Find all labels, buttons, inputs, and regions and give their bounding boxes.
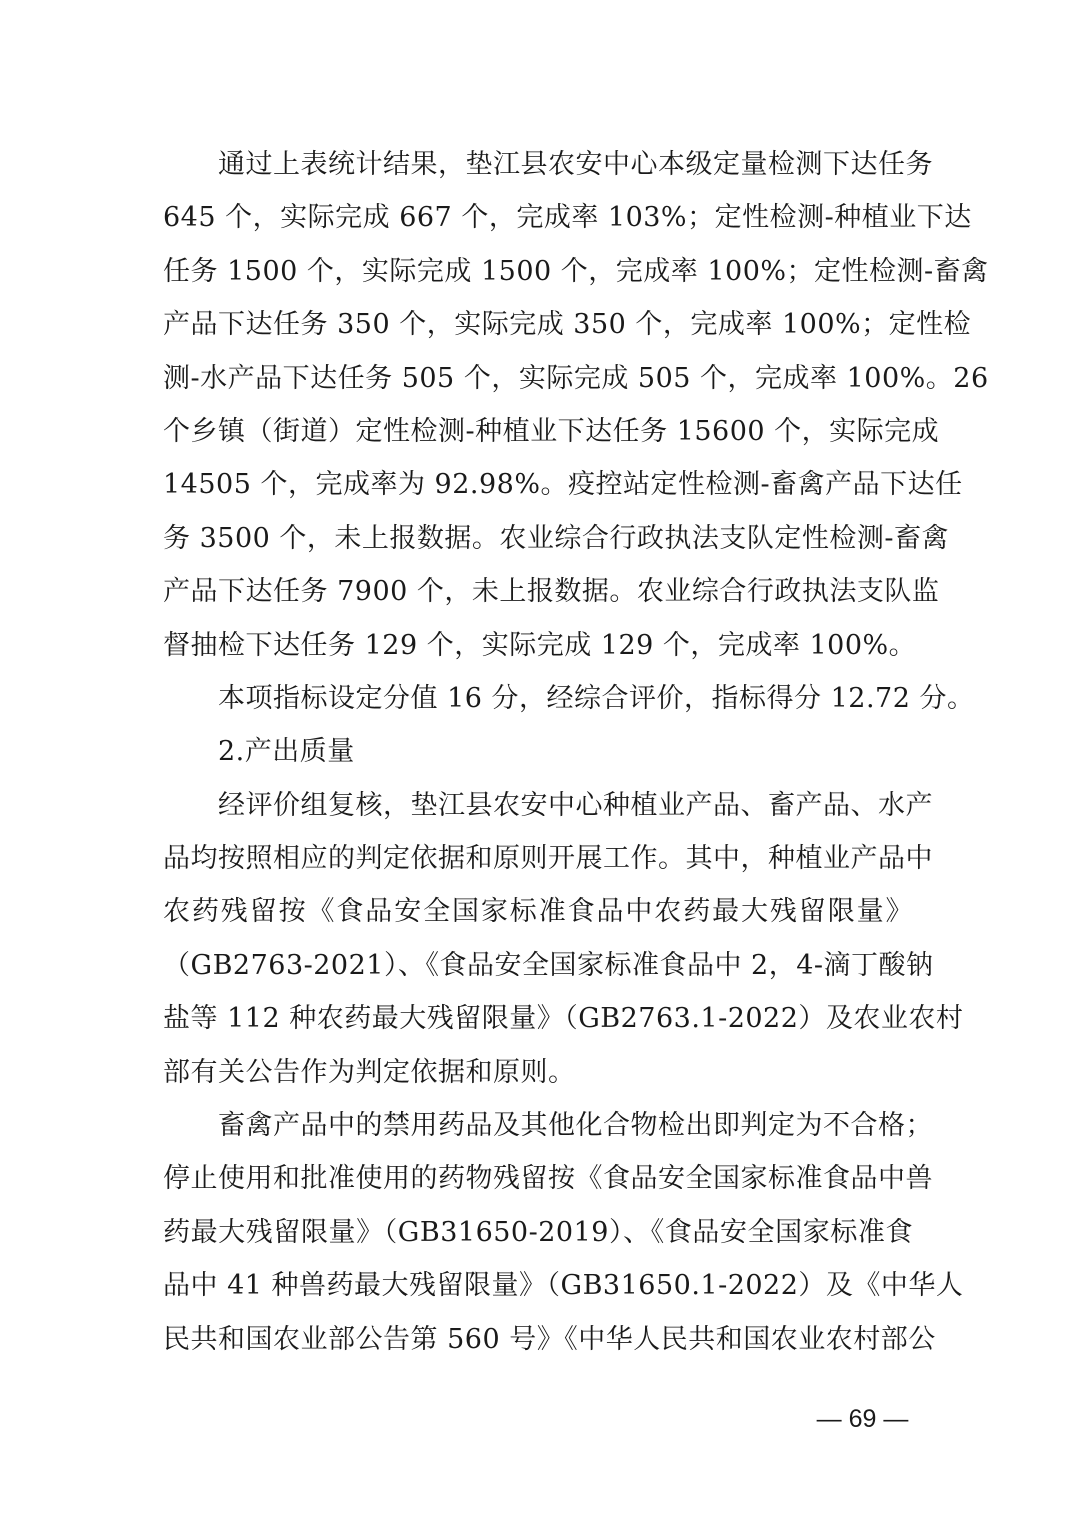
paragraph-line: 药最大残留限量》（GB31650-2019）、《食品安全国家标准食 <box>163 1216 913 1248</box>
paragraph-line: （GB2763-2021）、《食品安全国家标准食品中 2，4-滴丁酸钠 <box>163 949 934 981</box>
score-line: 本项指标设定分值 16 分，经综合评价，指标得分 12.72 分。 <box>218 682 975 714</box>
paragraph-line: 品均按照相应的判定依据和原则开展工作。其中，种植业产品中 <box>163 843 933 875</box>
paragraph-line: 农药残留按《食品安全国家标准食品中农药最大残留限量》 <box>163 896 913 928</box>
paragraph-line: 14505 个，完成率为 92.98%。疫控站定性检测-畜禽产品下达任 <box>163 469 963 501</box>
section-heading: 2.产出质量 <box>218 736 355 768</box>
paragraph-line: 产品下达任务 7900 个，未上报数据。农业综合行政执法支队监 <box>163 576 940 608</box>
page-number: — 69 — <box>816 1405 909 1433</box>
paragraph-line: 经评价组复核，垫江县农安中心种植业产品、畜产品、水产 <box>218 789 933 821</box>
paragraph-line: 测-水产品下达任务 505 个，实际完成 505 个，完成率 100%。26 <box>163 362 989 394</box>
paragraph-line: 品中 41 种兽药最大残留限量》（GB31650.1-2022）及《中华人 <box>163 1270 964 1302</box>
paragraph-line: 任务 1500 个，实际完成 1500 个，完成率 100%；定性检测-畜禽 <box>163 255 989 287</box>
body-text <box>163 138 989 1366</box>
paragraph-line: 个乡镇（街道）定性检测-种植业下达任务 15600 个，实际完成 <box>163 415 940 447</box>
paragraph-line: 务 3500 个，未上报数据。农业综合行政执法支队定性检测-畜禽 <box>163 522 949 554</box>
paragraph-line: 部有关公告作为判定依据和原则。 <box>163 1056 576 1088</box>
paragraph-line: 645 个，实际完成 667 个，完成率 103%；定性检测-种植业下达 <box>163 202 972 234</box>
paragraph-line: 产品下达任务 350 个，实际完成 350 个，完成率 100%；定性检 <box>163 309 972 341</box>
paragraph-line: 督抽检下达任务 129 个，实际完成 129 个，完成率 100%。 <box>163 629 917 661</box>
paragraph-line: 停止使用和批准使用的药物残留按《食品安全国家标准食品中兽 <box>163 1163 933 1195</box>
paragraph-line: 盐等 112 种农药最大残留限量》（GB2763.1-2022）及农业农村 <box>163 1003 964 1035</box>
paragraph-line: 畜禽产品中的禁用药品及其他化合物检出即判定为不合格； <box>218 1110 933 1142</box>
paragraph-line: 通过上表统计结果，垫江县农安中心本级定量检测下达任务 <box>218 149 933 180</box>
paragraph-line: 民共和国农业部公告第 560 号》《中华人民共和国农业农村部公 <box>163 1323 936 1355</box>
